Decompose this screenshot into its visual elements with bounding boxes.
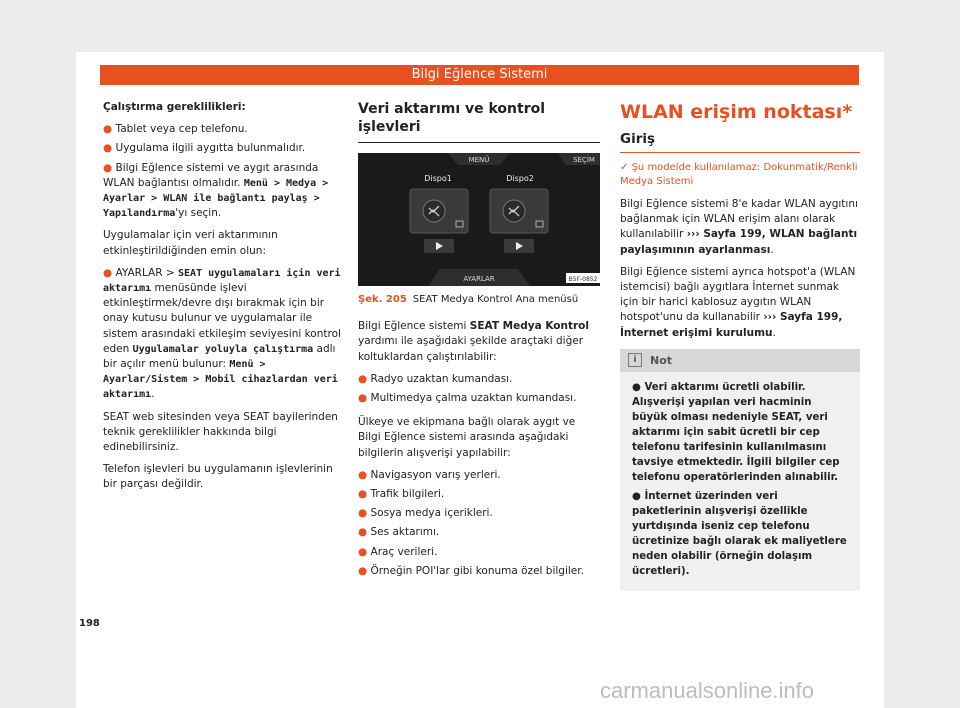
bullet-icon: ● bbox=[103, 123, 113, 136]
bullet-icon: ● bbox=[358, 564, 368, 577]
list-item: ● Sosya medya içerikleri. bbox=[358, 507, 493, 520]
page-reference-link[interactable]: ››› Sayfa 199, WLAN bağlantı paylaşımının ayarlanması bbox=[620, 228, 858, 256]
paragraph: SEAT web sitesinden veya SEAT bayilerinden teknik gereklilikler hakkında bilgi edinebilirsiniz. bbox=[103, 410, 338, 454]
screen-graphic bbox=[358, 153, 600, 286]
paragraph: Uygulamalar için veri aktarımının etkinleştirildiğinden emin olun: bbox=[103, 229, 278, 257]
list-item: ● Multimedya çalma uzaktan kumandası. bbox=[358, 392, 577, 405]
subsection-title: Giriş bbox=[620, 131, 656, 147]
list-item: ● Bilgi Eğlence sistemi ve aygıt arasında WLAN bağlantısı olmalıdır. Menü > Medya > Ayarlar > WLAN ile bağlantı paylaş > Yapılandırma'yı seçin. bbox=[103, 161, 329, 220]
availability-note: ✓ Şu modelde kullanılamaz: Dokunmatik/Renkli Medya Sistemi bbox=[620, 162, 858, 187]
dispo2-label: Dispo2 bbox=[506, 174, 534, 183]
list-item: ● Veri aktarımı ücretli olabilir. Alışverişi yapılan veri hacminin büyük olması nedeniyle SEAT, veri aktarımı için sabit ücretli bir cep telefonu tarifesinin kullanılmasını tavsiye etmektedir. İlgili bilgiler cep telefonu operatörlerinden alınabilir. bbox=[632, 382, 840, 484]
section-title: WLAN erişim noktası* bbox=[620, 101, 853, 123]
screen-menu-label[interactable]: MENÜ bbox=[468, 156, 490, 164]
column-2 bbox=[358, 100, 600, 583]
chapter-header: Bilgi Eğlence Sistemi bbox=[100, 65, 859, 85]
bullet-icon: ● bbox=[358, 526, 368, 539]
bullet-icon: ● bbox=[103, 266, 113, 279]
paragraph: Bilgi Eğlence sistemi SEAT Medya Kontrol yardımı ile aşağıdaki şekilde araçtaki diğer koltuklardan çalıştırılabilir: bbox=[358, 320, 589, 363]
bullet-icon: ● bbox=[358, 392, 368, 405]
list-item: ● Navigasyon varış yerleri. bbox=[358, 468, 501, 481]
list-item: ● Araç verileri. bbox=[358, 545, 438, 558]
figure-caption: Şek. 205 SEAT Medya Kontrol Ana menüsü bbox=[358, 294, 579, 305]
column-3 bbox=[620, 100, 860, 591]
list-item: ● Tablet veya cep telefonu. bbox=[103, 123, 248, 136]
page-reference-link[interactable]: ››› Sayfa 199, İnternet erişimi kurulumu bbox=[620, 311, 843, 339]
paragraph: Bilgi Eğlence sistemi 8'e kadar WLAN aygıtını bağlanmak için WLAN erişim alanı olarak kullanılabilir ››› Sayfa 199, WLAN bağlantı paylaşımının ayarlanması. bbox=[620, 198, 858, 256]
list-item: ● Radyo uzaktan kumandası. bbox=[358, 372, 513, 385]
requirements-heading: Çalıştırma gereklilikleri: bbox=[103, 101, 246, 113]
bullet-icon: ● bbox=[103, 142, 113, 155]
bullet-icon: ● bbox=[358, 507, 368, 520]
bullet-icon: ● bbox=[358, 545, 368, 558]
list-item: ● AYARLAR > SEAT uygulamaları için veri aktarımı menüsünde işlevi etkinleştirmek/devre dışı bırakmak için bir onay kutusu bulunur ve uygulamalar ile sistem arasındaki etkileşim seviyesini kontrol eden Uygulamalar yoluyla çalıştırma adlı bir açılır menü bulunur: Menü > Ayarlar/Sistem > Mobil cihazlardan veri aktarımı. bbox=[103, 266, 341, 401]
list-item: ● Trafik bilgileri. bbox=[358, 488, 445, 501]
screen-settings-label[interactable]: AYARLAR bbox=[463, 275, 495, 283]
checkmark-icon: ✓ bbox=[620, 162, 629, 173]
paragraph: Telefon işlevleri bu uygulamanın işlevlerinin bir parçası değildir. bbox=[103, 463, 333, 491]
screen-select-label[interactable]: SEÇİM bbox=[573, 156, 595, 164]
note-header: i Not bbox=[620, 349, 860, 372]
divider bbox=[620, 152, 860, 153]
figure-code: B5F-0852 bbox=[568, 276, 598, 283]
watermark: carmanualsonline.info bbox=[600, 678, 815, 703]
list-item: ● Ses aktarımı. bbox=[358, 526, 440, 539]
list-item: ● Uygulama ilgili aygıtta bulunmalıdır. bbox=[103, 142, 306, 155]
bullet-icon: ● bbox=[103, 161, 113, 174]
media-control-screen bbox=[358, 153, 600, 286]
bullet-icon: ● bbox=[358, 372, 368, 385]
bullet-icon: ● bbox=[632, 491, 641, 503]
note-body bbox=[620, 372, 860, 591]
bullet-icon: ● bbox=[358, 468, 368, 481]
note-box bbox=[620, 349, 860, 591]
dispo1-label: Dispo1 bbox=[424, 174, 452, 183]
column-1 bbox=[103, 100, 343, 500]
paragraph: Ülkeye ve ekipmana bağlı olarak aygıt ve Bilgi Eğlence sistemi arasında aşağıdaki bilgilerin alışverişi yapılabilir: bbox=[358, 416, 576, 459]
section-heading: Veri aktarımı ve kontrol işlevleri bbox=[358, 101, 546, 135]
bullet-icon: ● bbox=[632, 382, 641, 394]
divider bbox=[358, 142, 600, 143]
list-item: ● Örneğin POI'lar gibi konuma özel bilgiler. bbox=[358, 564, 584, 577]
paragraph: Bilgi Eğlence sistemi ayrıca hotspot'a (WLAN istemcisi) bağlı aygıtlara İnternet sunmak için bir harici kablosuz aygıtın WLAN hotspot'unu da kullanabilir ››› Sayfa 199, İnternet erişimi kurulumu. bbox=[620, 265, 856, 339]
info-icon: i bbox=[628, 353, 642, 367]
bullet-icon: ● bbox=[358, 488, 368, 501]
list-item: ● İnternet üzerinden veri paketlerinin alışverişi özellikle yurtdışında iseniz cep telefonu ücretinize bağlı olarak ek maliyetlere neden olabilir (örneğin dolaşım ücretleri). bbox=[632, 491, 847, 578]
page-number: 198 bbox=[79, 618, 100, 629]
